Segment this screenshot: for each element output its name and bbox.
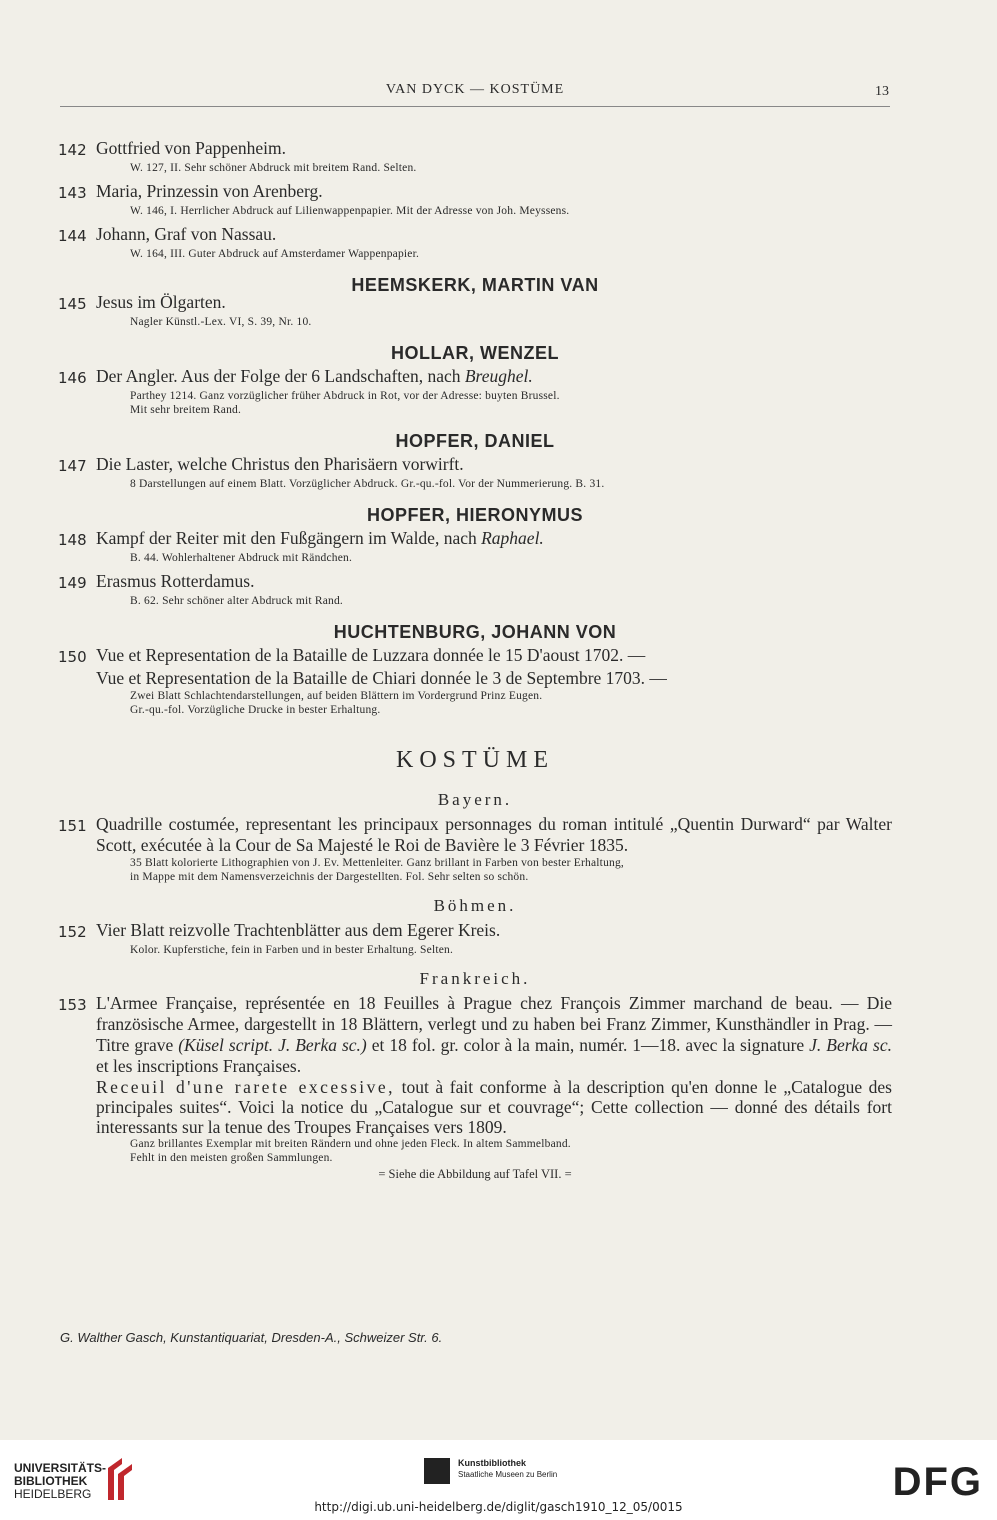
- entry-note: Kolor. Kupferstiche, fein in Farben und in bester Erhaltung. Selten.: [130, 944, 454, 956]
- entry-title: Erasmus Rotterdamus.: [96, 571, 255, 591]
- entry-152: [58, 920, 892, 957]
- artist-heading-hollar: HOLLAR, WENZEL: [391, 343, 559, 363]
- entry-number: 147: [58, 457, 87, 475]
- ub-line2: BIBLIOTHEK: [14, 1474, 88, 1488]
- entry-title: Maria, Prinzessin von Arenberg.: [96, 181, 323, 201]
- entry-text: tout à fait conforme à la description qu'en donne le „Catalogue des principales suites“. Voici la notice du „Catalogue sur et couvrage“; Cette collection — donné des détails fort interessants sur la tenue des Troupes Françaises vers 1809.: [96, 1077, 892, 1137]
- entry-note: B. 44. Wohlerhaltener Abdruck mit Rändchen.: [130, 552, 353, 564]
- entry-text-spaced: Receuil d'une rarete excessive,: [96, 1077, 396, 1097]
- entry-title-italic: Breughel.: [464, 366, 533, 386]
- entry-title: Vier Blatt reizvolle Trachtenblätter aus dem Egerer Kreis.: [96, 920, 501, 940]
- header-rule: [60, 106, 890, 107]
- entry-text: et les inscriptions Françaises.: [96, 1056, 302, 1076]
- entry-note: Ganz brillantes Exemplar mit breiten Rändern und ohne jeden Fleck. In altem Sammelband.: [130, 1138, 571, 1150]
- kunstbibliothek-logo[interactable]: [424, 1458, 557, 1484]
- entry-title: Kampf der Reiter mit den Fußgängern im Walde, nach: [96, 528, 482, 548]
- entry-145: [58, 292, 892, 329]
- artist-heading-hopfer-daniel: HOPFER, DANIEL: [395, 431, 555, 451]
- entry-title: Vue et Representation de la Bataille de Luzzara donnée le 15 D'aoust 1702. —: [96, 645, 646, 665]
- ub-line3: HEIDELBERG: [14, 1487, 92, 1501]
- dfg-logo[interactable]: DFG: [892, 1460, 983, 1504]
- entry-147: [58, 454, 892, 491]
- catalogue-content: [58, 138, 892, 1188]
- entry-text: et 18 fol. gr. color à la main, numér. 1—18. avec la signature: [366, 1035, 810, 1055]
- entry-note: 8 Darstellungen auf einem Blatt. Vorzüglicher Abdruck. Gr.-qu.-fol. Vor der Nummerierung. B. 31.: [130, 478, 605, 490]
- entry-title: Johann, Graf von Nassau.: [96, 224, 277, 244]
- kb-line1: Kunstbibliothek: [458, 1458, 526, 1468]
- entry-number: 148: [58, 531, 87, 549]
- entry-title: Die Laster, welche Christus den Pharisäern vorwirft.: [96, 454, 464, 474]
- entry-note: Parthey 1214. Ganz vorzüglicher früher Abdruck in Rot, vor der Adresse: buyten Brussel.: [130, 390, 560, 402]
- ub-mark-icon: [104, 1456, 138, 1502]
- entry-text-italic: (Küsel script. J. Berka sc.): [178, 1035, 367, 1055]
- entry-title: Der Angler. Aus der Folge der 6 Landschaften, nach: [96, 366, 465, 386]
- region-heading-bohmen: Böhmen.: [433, 896, 517, 915]
- entry-149: [58, 571, 892, 608]
- plate-reference: = Siehe die Abbildung auf Tafel VII. =: [378, 1167, 572, 1181]
- entry-number: 145: [58, 295, 87, 313]
- entry-number: 153: [58, 996, 87, 1014]
- entry-142: [58, 138, 892, 175]
- entry-number: 142: [58, 141, 87, 159]
- entry-note: Nagler Künstl.-Lex. VI, S. 39, Nr. 10.: [130, 316, 312, 328]
- section-title-kostume: KOSTÜME: [395, 747, 554, 773]
- publisher-imprint: G. Walther Gasch, Kunstantiquariat, Dresden-A., Schweizer Str. 6.: [60, 1330, 443, 1345]
- entry-number: 150: [58, 648, 87, 666]
- entry-number: 146: [58, 369, 87, 387]
- entry-number: 151: [58, 817, 87, 835]
- entry-note: Gr.-qu.-fol. Vorzügliche Drucke in bester Erhaltung.: [130, 704, 381, 716]
- entry-note: Mit sehr breitem Rand.: [130, 404, 242, 416]
- entry-151: [58, 814, 892, 884]
- entry-title: Gottfried von Pappenheim.: [96, 138, 287, 158]
- ub-line1: UNIVERSITÄTS-: [14, 1461, 107, 1475]
- kb-square-icon: [424, 1458, 450, 1484]
- entry-143: [58, 181, 892, 218]
- entry-note: Fehlt in den meisten großen Sammlungen.: [130, 1152, 333, 1164]
- region-heading-frankreich: Frankreich.: [419, 969, 531, 988]
- region-heading-bayern: Bayern.: [437, 790, 513, 809]
- entry-text-italic: J. Berka sc.: [809, 1035, 892, 1055]
- entry-text: L'Armee Française, représentée en 18 Feuilles à Prague chez François Zimmer marchand de beau. — Die französische Armee, dargestellt in 18 Blättern, verlegt und zu haben bei Franz Zimmer, Kunsthändler in Prag. — Titre grave: [96, 993, 892, 1055]
- entry-title-italic: Raphael.: [481, 528, 544, 548]
- ub-heidelberg-logo[interactable]: [14, 1462, 106, 1501]
- artist-heading-heemskerk: HEEMSKERK, MARTIN VAN: [351, 275, 599, 295]
- entry-title-line2: Vue et Representation de la Bataille de Chiari donnée le 3 de Septembre 1703. —: [96, 668, 667, 688]
- entry-number: 149: [58, 574, 87, 592]
- entry-150: [58, 645, 892, 717]
- entry-146: [58, 366, 892, 417]
- kb-line2: Staatliche Museen zu Berlin: [458, 1470, 558, 1479]
- entry-number: 144: [58, 227, 87, 245]
- entry-note: in Mappe mit dem Namensverzeichnis der Dargestellten. Fol. Sehr selten so schön.: [130, 871, 529, 883]
- running-head: VAN DYCK — KOSTÜME: [385, 82, 565, 97]
- entry-144: [58, 224, 892, 261]
- entry-note: B. 62. Sehr schöner alter Abdruck mit Rand.: [130, 595, 344, 607]
- entry-note: 35 Blatt kolorierte Lithographien von J. Ev. Mettenleiter. Ganz brillant in Farben von bester Erhaltung,: [130, 857, 624, 869]
- entry-number: 152: [58, 923, 87, 941]
- digitization-bar: [0, 1440, 997, 1520]
- entry-153: [58, 993, 892, 1182]
- entry-number: 143: [58, 184, 87, 202]
- entry-note: W. 164, III. Guter Abdruck auf Amsterdamer Wappenpapier.: [130, 248, 420, 260]
- entry-148: [58, 528, 892, 565]
- page-number: 13: [875, 84, 889, 99]
- entry-note: W. 127, II. Sehr schöner Abdruck mit breitem Rand. Selten.: [130, 162, 417, 174]
- entry-title: Jesus im Ölgarten.: [96, 292, 226, 312]
- entry-note: Zwei Blatt Schlachtendarstellungen, auf beiden Blättern im Vordergrund Prinz Eugen.: [130, 690, 543, 702]
- entry-note: W. 146, I. Herrlicher Abdruck auf Lilienwappenpapier. Mit der Adresse von Joh. Meyssens.: [130, 205, 570, 217]
- artist-heading-hopfer-hieronymus: HOPFER, HIERONYMUS: [366, 505, 584, 525]
- artist-heading-huchtenburg: HUCHTENBURG, JOHANN VON: [333, 622, 617, 642]
- entry-title: Quadrille costumée, representant les principaux personnages du roman intitulé „Quentin Durward“ par Walter Scott, exécutée à la Cour de Sa Majesté le Roi de Bavière le 3 Février 1835.: [96, 814, 892, 855]
- page-url-link[interactable]: http://digi.ub.uni-heidelberg.de/diglit/gasch1910_12_05/0015: [314, 1500, 683, 1514]
